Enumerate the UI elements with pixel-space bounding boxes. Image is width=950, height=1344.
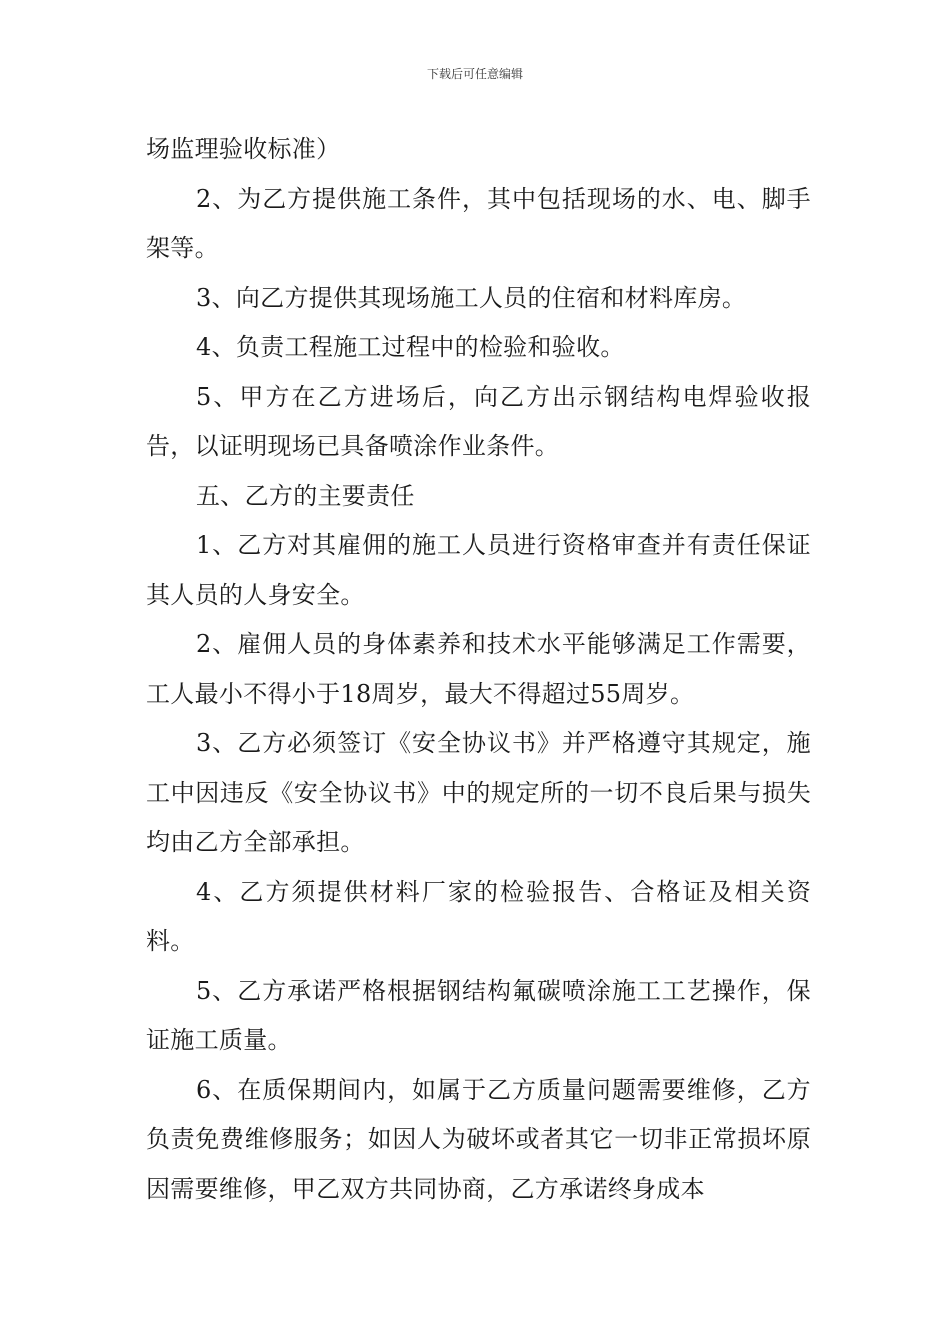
- paragraph-continuation: 场监理验收标准）: [146, 135, 341, 163]
- paragraph-b-item-2-age-limits: 2、雇佣人员的身体素养和技术水平能够满足工作需要，工人最小不得小于18周岁，最大不得超过55周岁。: [146, 630, 811, 708]
- paragraph-b-item-5-process: 5、乙方承诺严格根据钢结构氟碳喷涂施工工艺操作，保证施工质量。: [146, 976, 811, 1054]
- paragraph-b-item-3-safety-agreement: 3、乙方必须签订《安全协议书》并严格遵守其规定，施工中因违反《安全协议书》中的规定所的一切不良后果与损失均由乙方全部承担。: [146, 729, 811, 856]
- page-header: 下载后可任意编辑: [426, 67, 523, 81]
- paragraph-b-item-1-qualification: 1、乙方对其雇佣的施工人员进行资格审查并有责任保证其人员的人身安全。: [146, 531, 811, 609]
- paragraph-b-item-4-reports: 4、乙方须提供材料厂家的检验报告、合格证及相关资料。: [146, 877, 811, 955]
- section-heading-party-b-duties: 五、乙方的主要责任: [196, 481, 415, 510]
- paragraph-item-2-water-electric: 2、为乙方提供施工条件，其中包括现场的水、电、脚手架等。: [146, 184, 811, 262]
- paragraph-item-5-welding-report: 5、甲方在乙方进场后，向乙方出示钢结构电焊验收报告，以证明现场已具备喷涂作业条件。: [146, 382, 811, 460]
- document-body: [146, 125, 811, 1214]
- paragraph-item-4-inspection: 4、负责工程施工过程中的检验和验收。: [196, 333, 625, 361]
- paragraph-b-item-6-warranty: 6、在质保期间内，如属于乙方质量问题需要维修，乙方负责免费维修服务；如因人为破坏或者其它一切非正常损坏原因需要维修，甲乙双方共同协商，乙方承诺终身成本: [146, 1075, 811, 1203]
- paragraph-item-3-housing: 3、向乙方提供其现场施工人员的住宿和材料库房。: [196, 283, 747, 312]
